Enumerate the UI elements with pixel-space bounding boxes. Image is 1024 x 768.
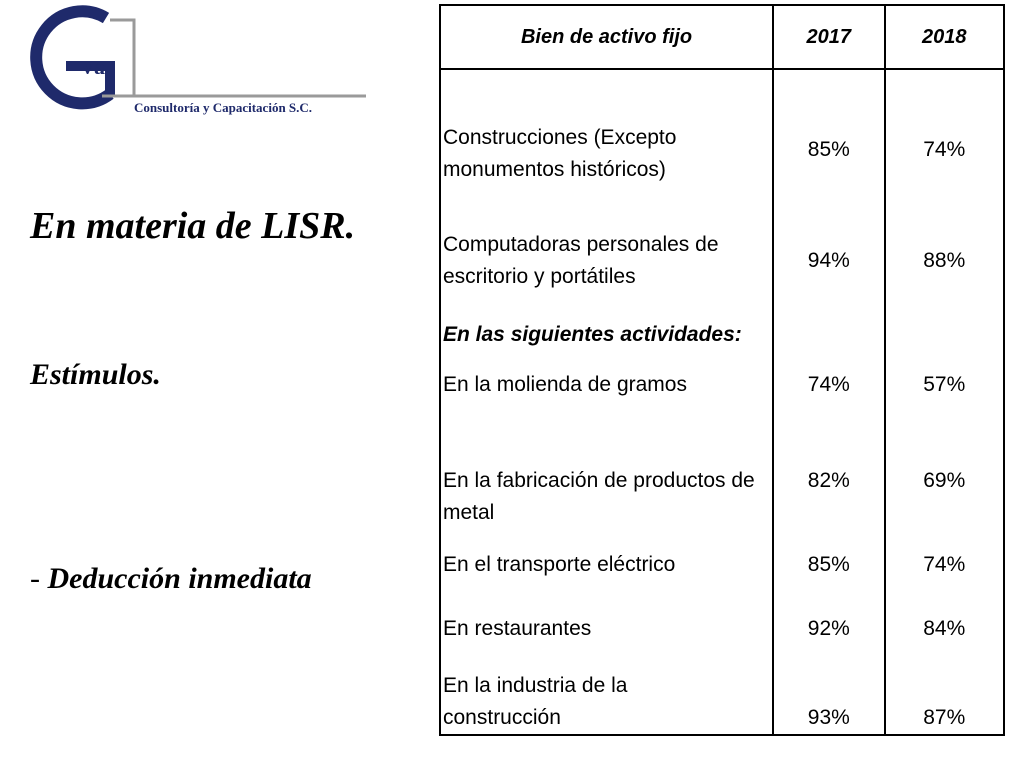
table-row [440,293,1004,353]
row-label: Computadoras personales de escritorio y portátiles [440,229,773,293]
table-header-row [440,5,1004,69]
row-label-section: En las siguientes actividades: [440,293,773,353]
table-row [440,69,1004,229]
table-row [440,661,1004,735]
row-value-2018: 74% [885,69,1004,229]
row-label: En la molienda de gramos [440,353,773,417]
table-row [440,353,1004,417]
row-value-2018: 74% [885,533,1004,597]
row-label: En el transporte eléctrico [440,533,773,597]
row-label: En restaurantes [440,597,773,661]
header-asset: Bien de activo fijo [440,5,773,69]
page-title: En materia de LISR. [30,205,356,247]
row-value-2017: 93% [773,661,884,735]
table-row [440,229,1004,293]
row-value-2017: 94% [773,229,884,293]
bullet-text: Deducción inmediata [47,562,312,595]
row-value-2017: 85% [773,533,884,597]
header-2018: 2018 [885,5,1004,69]
row-label: En la fabricación de productos de metal [440,417,773,533]
table-row [440,417,1004,533]
row-value-2018: 84% [885,597,1004,661]
table-row [440,597,1004,661]
row-label: En la industria de la construcción [440,661,773,735]
section-subtitle: Estímulos. [30,358,161,391]
table-row [440,533,1004,597]
row-value-2017: 85% [773,69,884,229]
row-value-2017: 74% [773,353,884,417]
row-value-2017 [773,293,884,353]
header-2017: 2017 [773,5,884,69]
row-value-2018: 88% [885,229,1004,293]
row-value-2018: 69% [885,417,1004,533]
row-label: Construcciones (Excepto monumentos históricos) [440,69,773,229]
row-value-2017: 92% [773,597,884,661]
company-logo [6,4,376,114]
logo-g-mark [6,4,376,114]
depreciation-table [439,4,1005,736]
logo-letters: va [82,54,106,79]
company-name: Consultoría y Capacitación S.C. [134,100,313,115]
row-value-2018 [885,293,1004,353]
row-value-2018: 57% [885,353,1004,417]
bullet-item [30,562,312,596]
bullet-dash: - [30,562,40,595]
row-value-2018: 87% [885,661,1004,735]
row-value-2017: 82% [773,417,884,533]
